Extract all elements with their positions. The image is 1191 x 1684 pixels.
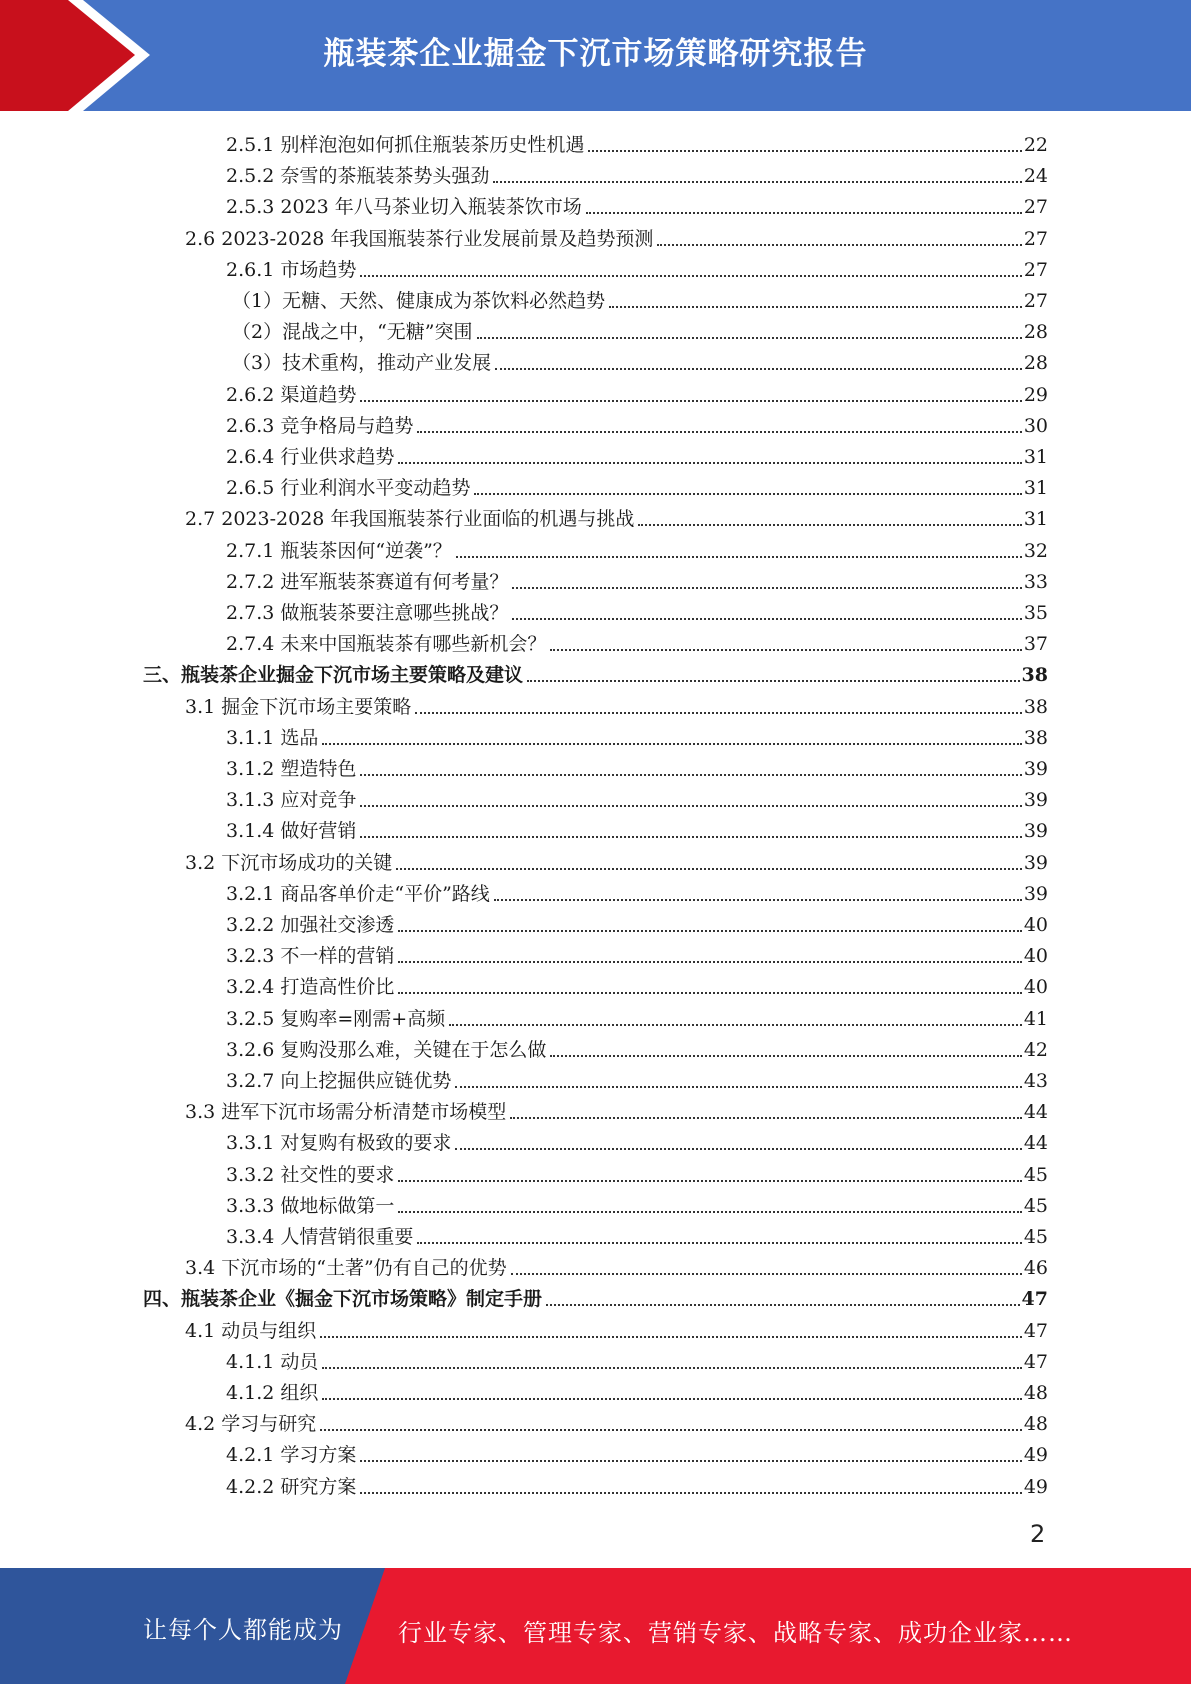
toc-entry-page: 47 xyxy=(1023,1350,1048,1373)
toc-entry[interactable] xyxy=(226,1188,1048,1218)
toc-entry[interactable] xyxy=(226,595,1048,625)
toc-dot-leader xyxy=(550,1055,1021,1057)
toc-entry[interactable] xyxy=(185,1250,1048,1280)
toc-entry[interactable] xyxy=(185,501,1048,531)
toc-entry-page: 27 xyxy=(1023,258,1048,281)
toc-entry-title: 2.6.4 行业供求趋势 xyxy=(226,446,395,468)
toc-entry-title: 3.2.6 复购没那么难，关键在于怎么做 xyxy=(226,1038,547,1061)
toc-entry-page: 39 xyxy=(1023,882,1048,905)
toc-entry-page: 40 xyxy=(1023,945,1048,968)
toc-entry[interactable] xyxy=(226,1125,1048,1155)
toc-entry-title: 2.7.2 进军瓶装茶赛道有何考量？ xyxy=(226,570,509,593)
toc-dot-leader xyxy=(322,743,1021,745)
toc-entry-title: 2.6.5 行业利润水平变动趋势 xyxy=(226,477,471,500)
toc-entry[interactable] xyxy=(226,813,1048,843)
toc-dot-leader xyxy=(322,1367,1021,1369)
toc-entry[interactable] xyxy=(143,657,1048,687)
toc-entry[interactable] xyxy=(226,876,1048,906)
toc-dot-leader xyxy=(512,618,1021,620)
toc-dot-leader xyxy=(320,1429,1022,1431)
toc-entry-title: 2.7 2023-2028 年我国瓶装茶行业面临的机遇与挑战 xyxy=(185,508,635,531)
toc-entry-title: 4.1.1 动员 xyxy=(226,1350,319,1373)
toc-entry-title: 3.1.4 做好营销 xyxy=(226,820,357,843)
toc-entry-page: 38 xyxy=(1021,664,1048,687)
toc-entry-page: 31 xyxy=(1023,477,1048,500)
toc-entry-page: 41 xyxy=(1023,1007,1048,1030)
toc-dot-leader xyxy=(495,368,1022,370)
toc-dot-leader xyxy=(398,1180,1021,1182)
toc-entry[interactable] xyxy=(232,345,1048,375)
toc-entry-title: 四、瓶装茶企业《掘金下沉市场策略》制定手册 xyxy=(143,1288,543,1311)
page-number: 2 xyxy=(1030,1520,1046,1548)
toc-entry-page: 45 xyxy=(1023,1226,1048,1248)
toc-entry[interactable] xyxy=(226,969,1048,999)
toc-entry-page: 44 xyxy=(1023,1101,1048,1124)
toc-dot-leader xyxy=(512,587,1021,589)
toc-entry-page: 28 xyxy=(1023,321,1048,344)
toc-entry-title: 3.3.2 社交性的要求 xyxy=(226,1163,395,1186)
toc-dot-leader xyxy=(456,556,1022,558)
toc-entry-title: 2.6.2 渠道趋势 xyxy=(226,383,357,406)
toc-entry[interactable] xyxy=(226,1157,1048,1187)
toc-dot-leader xyxy=(360,1460,1021,1462)
toc-entry-title: 4.1.2 组织 xyxy=(226,1382,319,1404)
toc-entry-page: 39 xyxy=(1023,758,1048,780)
toc-dot-leader xyxy=(455,1148,1021,1150)
toc-entry-title: 3.4 下沉市场的“土著”仍有自己的优势 xyxy=(185,1257,507,1280)
toc-entry-title: 2.5.2 奈雪的茶瓶装茶势头强劲 xyxy=(226,165,490,188)
toc-entry-title: （1）无糖、天然、健康成为茶饮料必然趋势 xyxy=(232,290,606,312)
toc-entry-page: 48 xyxy=(1023,1413,1048,1436)
toc-dot-leader xyxy=(360,1492,1021,1494)
toc-dot-leader xyxy=(511,1273,1022,1275)
toc-entry-title: 3.1.3 应对竞争 xyxy=(226,789,357,812)
toc-dot-leader xyxy=(474,493,1021,495)
toc-entry-page: 31 xyxy=(1023,446,1048,468)
toc-dot-leader xyxy=(360,774,1021,776)
toc-entry-page: 48 xyxy=(1023,1382,1048,1404)
toc-dot-leader xyxy=(550,649,1021,651)
toc-entry[interactable] xyxy=(232,283,1048,313)
toc-entry-title: 4.2.1 学习方案 xyxy=(226,1444,357,1467)
toc-dot-leader xyxy=(322,1398,1021,1400)
toc-entry[interactable] xyxy=(226,158,1048,188)
toc-entry[interactable] xyxy=(226,408,1048,438)
toc-entry[interactable] xyxy=(226,1437,1048,1467)
report-title: 瓶装茶企业掘金下沉市场策略研究报告 xyxy=(323,36,868,72)
toc-entry[interactable] xyxy=(226,1344,1048,1374)
toc-entry[interactable] xyxy=(226,470,1048,500)
footer-slogan-left: 让每个人都能成为 xyxy=(143,1616,343,1644)
toc-dot-leader xyxy=(510,1117,1022,1119)
toc-entry-page: 40 xyxy=(1023,976,1048,999)
toc-entry-title: 3.2.5 复购率=刚需+高频 xyxy=(226,1007,446,1030)
toc-entry[interactable] xyxy=(185,689,1048,719)
toc-entry-title: 3.1 掘金下沉市场主要策略 xyxy=(185,695,412,718)
toc-entry-title: 3.3.1 对复购有极致的要求 xyxy=(226,1132,452,1155)
toc-dot-leader xyxy=(360,836,1021,838)
toc-dot-leader xyxy=(398,1211,1021,1213)
toc-entry-page: 35 xyxy=(1023,602,1048,624)
toc-entry-title: 2.6 2023-2028 年我国瓶装茶行业发展前景及趋势预测 xyxy=(185,227,654,250)
toc-entry[interactable] xyxy=(226,189,1048,219)
toc-entry-page: 27 xyxy=(1023,290,1048,312)
toc-entry-page: 42 xyxy=(1023,1038,1048,1061)
toc-entry[interactable] xyxy=(226,1375,1048,1405)
toc-entry[interactable] xyxy=(226,1063,1048,1093)
toc-entry-title: 2.7.4 未来中国瓶装茶有哪些新机会？ xyxy=(226,633,547,656)
toc-dot-leader xyxy=(398,462,1021,464)
toc-entry[interactable] xyxy=(185,1313,1048,1343)
toc-entry-page: 46 xyxy=(1023,1257,1048,1280)
toc-dot-leader xyxy=(417,1242,1021,1244)
toc-dot-leader xyxy=(455,1086,1021,1088)
toc-entry-page: 37 xyxy=(1023,633,1048,656)
toc-dot-leader xyxy=(494,899,1022,901)
toc-entry-page: 49 xyxy=(1023,1444,1048,1467)
toc-entry[interactable] xyxy=(185,845,1048,875)
toc-dot-leader xyxy=(415,712,1022,714)
toc-entry[interactable] xyxy=(185,221,1048,251)
toc-entry[interactable] xyxy=(226,377,1048,407)
toc-entry-title: （3）技术重构，推动产业发展 xyxy=(232,352,492,375)
toc-entry-page: 32 xyxy=(1023,539,1048,562)
toc-entry[interactable] xyxy=(226,938,1048,968)
toc-entry-page: 44 xyxy=(1023,1132,1048,1155)
toc-entry-page: 22 xyxy=(1023,134,1048,156)
toc-entry-title: 4.2.2 研究方案 xyxy=(226,1475,357,1498)
toc-dot-leader xyxy=(449,1024,1022,1026)
toc-entry-page: 30 xyxy=(1023,414,1048,437)
toc-entry-title: 3.2.3 不一样的营销 xyxy=(226,945,395,968)
toc-dot-leader xyxy=(396,868,1022,870)
toc-entry[interactable] xyxy=(226,907,1048,937)
toc-entry-title: 4.1 动员与组织 xyxy=(185,1319,317,1342)
page-footer xyxy=(0,1568,1191,1684)
toc-entry-page: 39 xyxy=(1023,820,1048,843)
toc-entry-title: 2.7.1 瓶装茶因何“逆袭”？ xyxy=(226,539,452,562)
toc-dot-leader xyxy=(477,337,1022,339)
toc-dot-leader xyxy=(398,992,1021,994)
toc-dot-leader xyxy=(638,524,1021,526)
toc-entry-page: 24 xyxy=(1023,165,1048,188)
toc-entry-page: 47 xyxy=(1023,1319,1048,1342)
toc-dot-leader xyxy=(398,930,1021,932)
toc-dot-leader xyxy=(360,805,1021,807)
toc-entry-title: 3.3 进军下沉市场需分析清楚市场模型 xyxy=(185,1101,507,1124)
toc-entry-page: 39 xyxy=(1023,851,1048,874)
toc-dot-leader xyxy=(398,961,1021,963)
toc-dot-leader xyxy=(493,181,1021,183)
toc-entry[interactable] xyxy=(226,1469,1048,1499)
toc-entry[interactable] xyxy=(226,439,1048,469)
toc-entry[interactable] xyxy=(185,1406,1048,1436)
toc-entry-title: 2.5.1 别样泡泡如何抓住瓶装茶历史性机遇 xyxy=(226,134,585,156)
toc-entry-title: 2.6.3 竞争格局与趋势 xyxy=(226,414,414,437)
toc-entry-title: 2.7.3 做瓶装茶要注意哪些挑战？ xyxy=(226,602,509,624)
toc-entry[interactable] xyxy=(226,533,1048,563)
toc-entry[interactable] xyxy=(226,127,1048,157)
toc-entry-title: 三、瓶装茶企业掘金下沉市场主要策略及建议 xyxy=(143,664,524,687)
toc-entry-title: 3.2.7 向上挖掘供应链优势 xyxy=(226,1070,452,1092)
toc-entry[interactable] xyxy=(226,1219,1048,1249)
toc-entry-title: 3.3.3 做地标做第一 xyxy=(226,1194,395,1217)
toc-entry-page: 43 xyxy=(1023,1070,1048,1092)
toc-entry-page: 49 xyxy=(1023,1475,1048,1498)
toc-entry-page: 33 xyxy=(1023,570,1048,593)
toc-entry-page: 29 xyxy=(1023,383,1048,406)
toc-dot-leader xyxy=(360,400,1021,402)
toc-dot-leader xyxy=(657,244,1021,246)
toc-entry-page: 47 xyxy=(1021,1288,1048,1311)
footer-slogan-right: 行业专家、管理专家、营销专家、战略专家、成功企业家…… xyxy=(398,1619,1073,1647)
toc-entry-page: 38 xyxy=(1023,726,1048,749)
toc-entry-page: 45 xyxy=(1023,1194,1048,1217)
toc-entry[interactable] xyxy=(226,782,1048,812)
toc-entry[interactable] xyxy=(226,626,1048,656)
toc-entry-title: 3.2.1 商品客单价走“平价”路线 xyxy=(226,882,490,905)
toc-entry-title: 4.2 学习与研究 xyxy=(185,1413,317,1436)
toc-entry-page: 39 xyxy=(1023,789,1048,812)
toc-entry-page: 38 xyxy=(1023,695,1048,718)
toc-entry-title: 3.1.1 选品 xyxy=(226,726,319,749)
toc-entry-page: 27 xyxy=(1023,196,1048,219)
toc-entry[interactable] xyxy=(226,252,1048,282)
toc-entry-title: 2.5.3 2023 年八马茶业切入瓶装茶饮市场 xyxy=(226,196,582,219)
page-header xyxy=(0,0,1191,111)
toc-entry-page: 27 xyxy=(1023,227,1048,250)
toc-entry-page: 28 xyxy=(1023,352,1048,375)
toc-entry[interactable] xyxy=(232,314,1048,344)
toc-entry-title: 3.2 下沉市场成功的关键 xyxy=(185,851,393,874)
toc-entry[interactable] xyxy=(226,1032,1048,1062)
toc-entry-title: 3.2.4 打造高性价比 xyxy=(226,976,395,999)
toc-entry-page: 31 xyxy=(1023,508,1048,531)
toc-entry-title: 3.3.4 人情营销很重要 xyxy=(226,1226,414,1248)
toc-entry[interactable] xyxy=(185,1094,1048,1124)
toc-entry-title: 2.6.1 市场趋势 xyxy=(226,258,357,281)
toc-entry[interactable] xyxy=(226,1001,1048,1031)
toc-dot-leader xyxy=(588,150,1021,152)
toc-entry[interactable] xyxy=(226,720,1048,750)
toc-entry[interactable] xyxy=(226,751,1048,781)
toc-dot-leader xyxy=(360,275,1021,277)
toc-dot-leader xyxy=(609,306,1022,308)
toc-entry-page: 40 xyxy=(1023,914,1048,936)
toc-entry-title: 3.1.2 塑造特色 xyxy=(226,758,357,780)
toc-entry[interactable] xyxy=(143,1281,1048,1311)
toc-entry-title: 3.2.2 加强社交渗透 xyxy=(226,914,395,936)
toc-entry-page: 45 xyxy=(1023,1163,1048,1186)
toc-dot-leader xyxy=(586,212,1022,214)
toc-entry[interactable] xyxy=(226,564,1048,594)
toc-dot-leader xyxy=(527,680,1020,682)
toc-dot-leader xyxy=(417,431,1021,433)
toc-dot-leader xyxy=(320,1336,1022,1338)
toc-entry-title: （2）混战之中，“无糖”突围 xyxy=(232,321,473,344)
toc-dot-leader xyxy=(546,1304,1020,1306)
